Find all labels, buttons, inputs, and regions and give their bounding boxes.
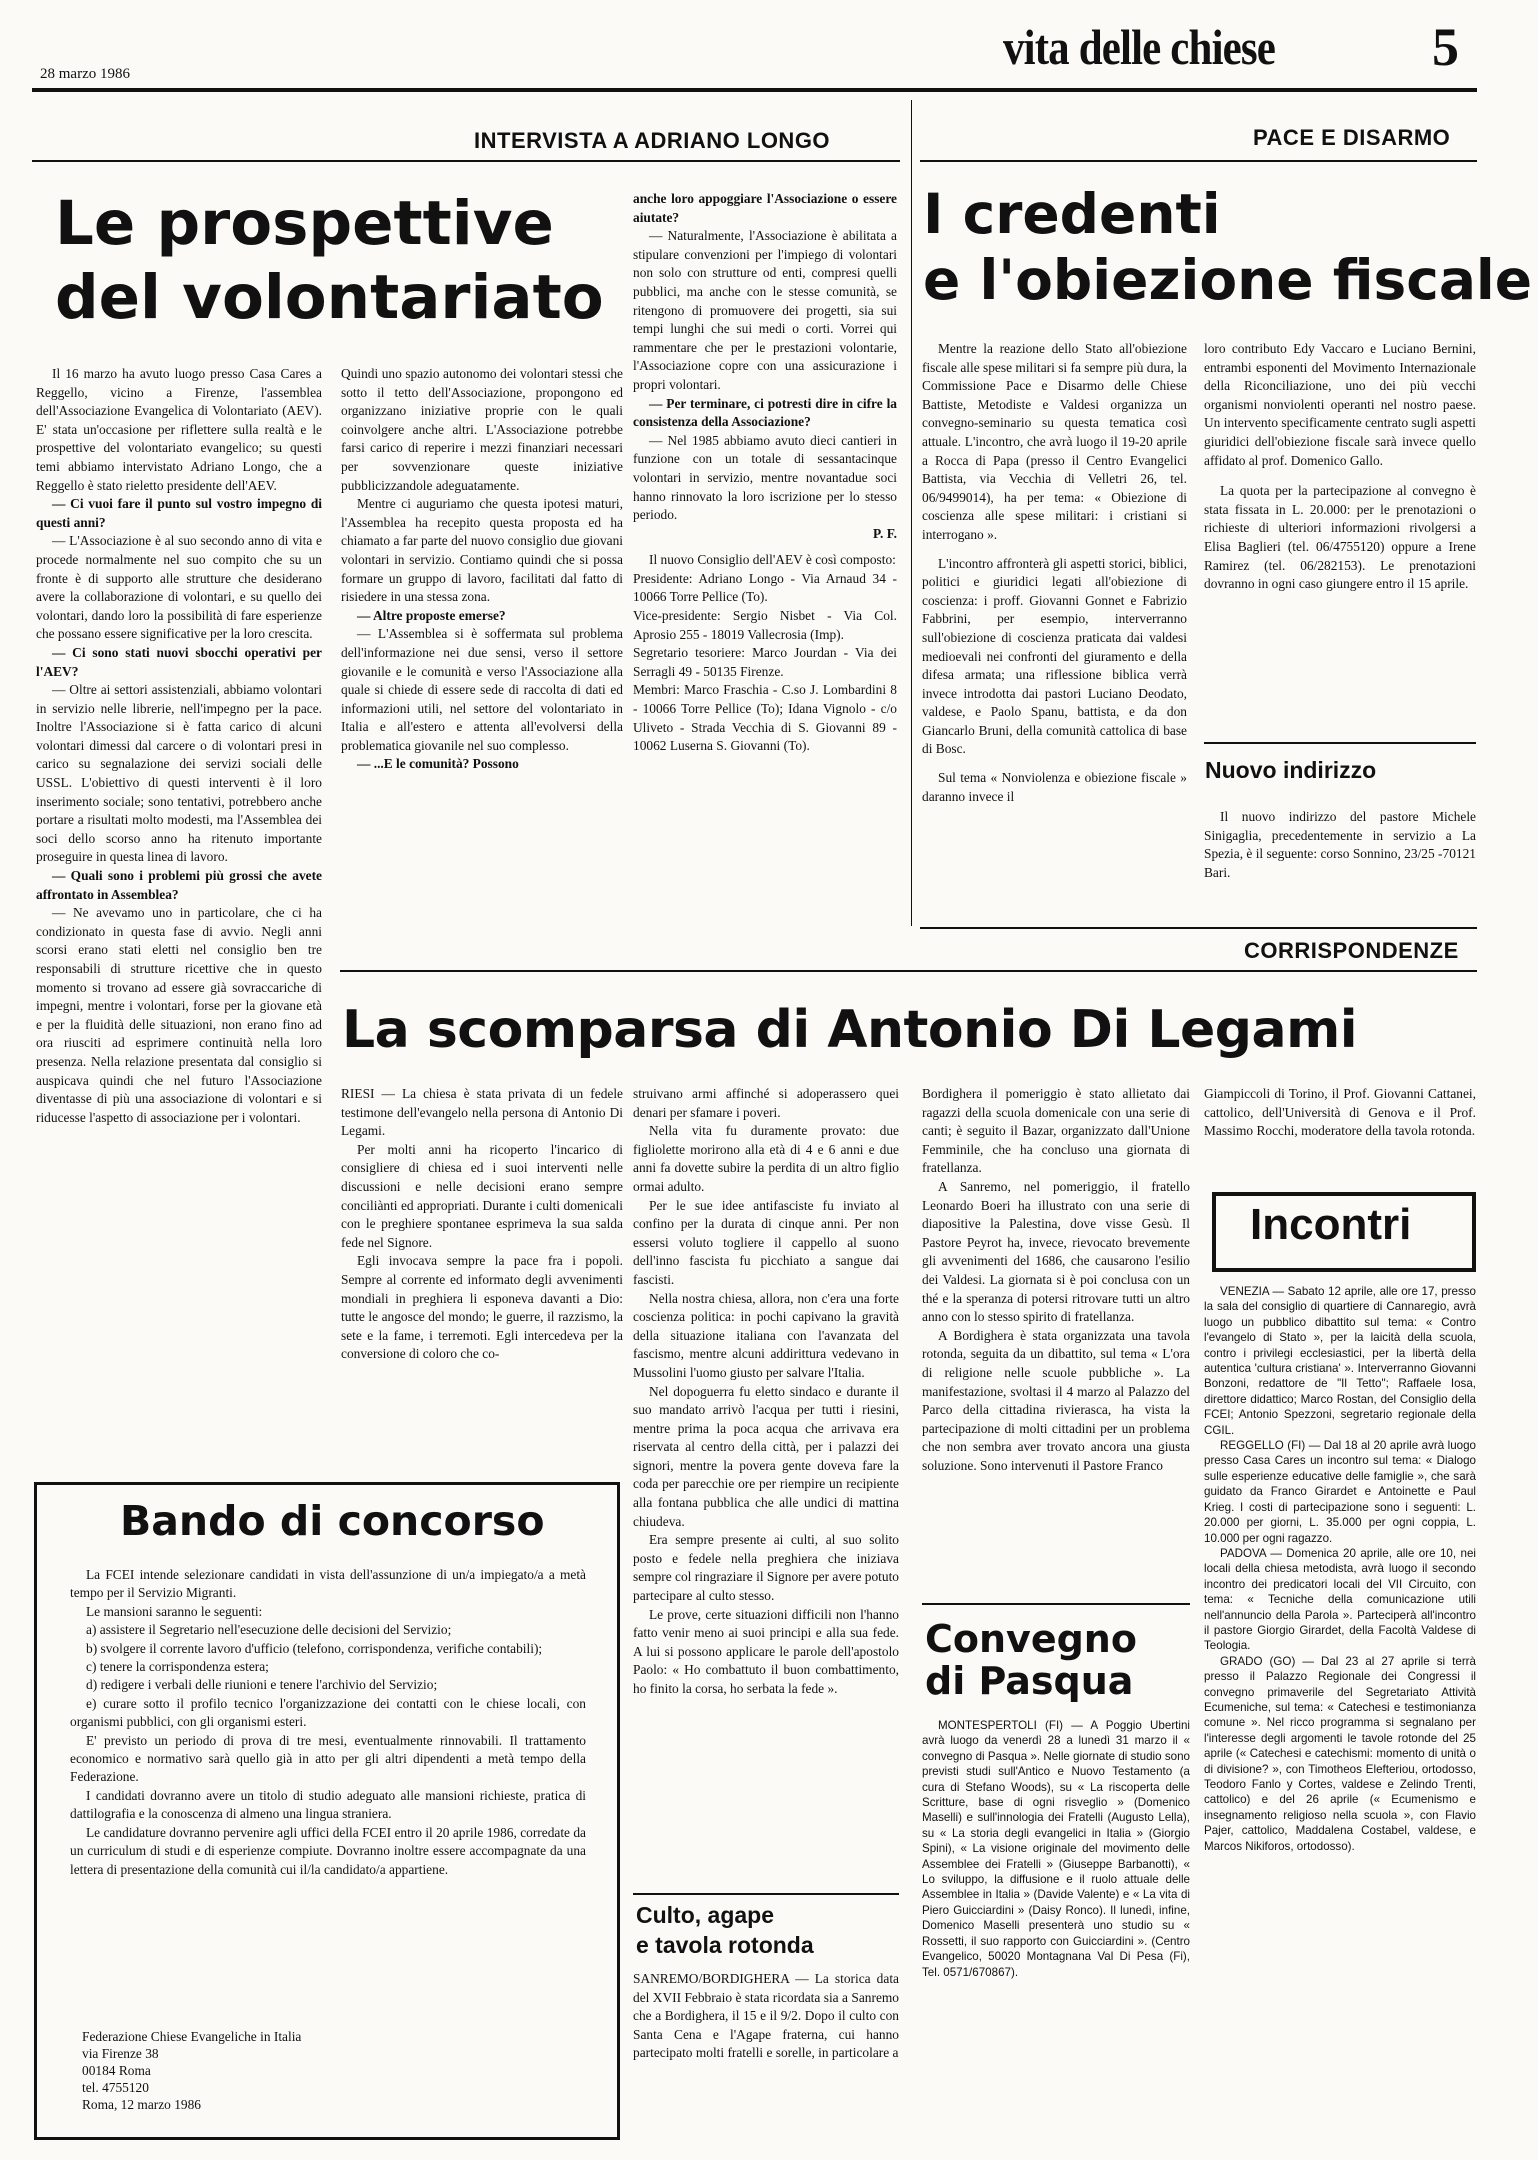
question: — Ci vuoi fare il punto sul vostro impegno di questi anni? [36,496,322,530]
address-line: tel. 4755120 [82,2080,149,2095]
culto-text [633,1970,899,2140]
paragraph: Mentre ci auguriamo che questa ipotesi maturi, l'Assemblea ha recepito questa proposta ed ha chiamato a far parte del nuovo consiglio due giovani volontari in servizio. Contiamo quindi che si possa formare un gruppo di lavoro, facilitati dal fatto di risiedere in una stessa zona. [341,496,623,605]
paragraph: Il 16 marzo ha avuto luogo presso Casa Cares a Reggello, vicino a Firenze, l'assemblea dell'Associazione Evangelica di Volontariato (AEV). E' stata un'occasione per riflettere sulla realtà e le prospettive del volontariato evangelico; su questi temi abbiamo intervistato Adriano Longo, che a Reggello è stato rieletto presidente dell'AEV. [36,366,322,493]
paragraph: Nella nostra chiesa, allora, non c'era una forte coscienza politica: in pochi capivano la gravità della situazione italiana con l'avanzata del fascismo, mentre alcuni addirittura vedevano in Mussolini l'uomo giusto per salvare l'Italia. [633,1290,899,1380]
headline-prospettive-2: del volontariato [55,262,604,333]
list-item: d) redigere i verbali delle riunioni e tenere l'archivio del Servizio; [86,1677,438,1693]
headline-credenti-2: e l'obiezione fiscale [923,248,1533,312]
paragraph: SANREMO/BORDIGHERA — La storica data del XVII Febbraio è stata ricordata sia a Sanremo che a Bordighera, il 15 e il 9/2. Dopo il culto con Santa Cena e l'Agape fraterna, cui hanno partecipato molti fratelli e sorelle, in particolare a [633,1971,899,2061]
corr-under-rule [340,970,1477,972]
paragraph: Era sempre presente ai culti, al suo solito posto e fedele nella preghiera che iniziava sempre col ringraziare il Signore per avere potuto partecipare al culto stesso. [633,1532,899,1604]
address-line: via Firenze 38 [82,2046,159,2061]
culto-title-2: e tavola rotonda [636,1932,814,1958]
list-item: e) curare sotto il profilo tecnico l'organizzazione dei contatti con le chiese locali, con organismi pubblici, con gli organismi esteri. [70,1695,586,1730]
bando-address [82,2028,562,2128]
paragraph: A Bordighera è stata organizzata una tavola rotonda, seguita da un dibattito, sul tema « L'ora di religione nelle scuole pubbliche ». La manifestazione, svoltasi il 4 marzo al Palazzo del Parco della cittadina rivierasca, ha vista la partecipazione di molti cittadini per un problema che non sembra aver trovato ancora una giusta soluzione. Sono intervenuti il Pastore Franco [922,1327,1190,1473]
intervista-column-2 [341,365,623,905]
question: — Per terminare, ci potresti dire in cifre la consistenza della Associazione? [633,395,897,430]
scomparsa-column-4 [1204,1085,1476,1185]
paragraph: Bordighera il pomeriggio è stato allietato dai ragazzi della scuola domenicale con una serie di canti; è seguito il Bazar, organizzato dall'Unione Femminile, che ha concluso una giornata di fratellanza. [922,1086,1190,1176]
page-number: 5 [1432,17,1459,77]
headline-scomparsa: La scomparsa di Antonio Di Legami [342,1000,1358,1060]
incontri-title: Incontri [1250,1200,1412,1249]
paragraph: Nella vita fu duramente provato: due figliolette morirono alla età di 4 e 6 anni e due anni fa dovette subire la perdita di un altro figlio ormai adulto. [633,1123,899,1194]
list-item: a) assistere il Segretario nell'esecuzione delle decisioni del Servizio; [86,1622,452,1638]
paragraph: Per le sue idee antifasciste fu inviato al confino per la durata di cinque anni. Per non essersi voluto togliere il cappello al suono dell'inno fascista fu picchiato a sangue dai fascisti. [633,1197,899,1287]
kicker-corrispondenze: CORRISPONDENZE [1244,938,1459,963]
paragraph: A Sanremo, nel pomeriggio, il fratello Leonardo Boeri ha illustrato con una serie di diapositive la Palestina, dove visse Gesù. Il Pastore Peyrot ha, invece, rievocato brevemente gli avvenimenti del 1686, che causarono l'esilio dei Valdesi. La giornata si è poi conclusa con un thé e la speranza di potersi ritrovare tutti un altro anno con lo stesso spirito di fratellanza. [922,1178,1190,1325]
paragraph: — Oltre ai settori assistenziali, abbiamo volontari in servizio nelle librerie, nell'impegno per la pace. Inoltre l'Associazione si è fatta carico di alcuni volontari dimessi dal carcere o di volontari presi in carico su segnalazione dei servizi sociali delle USSL. L'obiettivo di questi interventi è il loro inserimento sociale; sono tentativi, potrebbero anche portare a risultati molto modesti, ma l'Assemblea dei soci dello scorso anno ha ritenuto importante proseguire in questa linea di lavoro. [36,682,322,865]
kicker-rule-left [32,160,900,162]
indirizzo-title: Nuovo indirizzo [1205,757,1377,783]
council-member: Vice-presidente: Sergio Nisbet - Via Col. Aprosio 255 - 18019 Vallecrosia (Imp). [633,608,897,642]
address-line: 00184 Roma [82,2063,151,2078]
scomparsa-column-1 [341,1085,623,1485]
culto-rule [633,1893,899,1895]
council-member: Membri: Marco Fraschia - C.so J. Lombardini 8 - 10066 Torre Pellice (To); Idana Vignolo - c/o Uliveto - Strada Vecchia di S. Giovanni 89 - 10062 Luserna S. Giovanni (To). [633,682,897,754]
masthead-section-title: vita delle chiese [1003,19,1275,75]
paragraph: Sul tema « Nonviolenza e obiezione fiscale » daranno invece il [922,770,1187,804]
headline-prospettive-1: Le prospettive [55,188,554,259]
masthead-date: 28 marzo 1986 [40,66,130,82]
list-item: c) tenere la corrispondenza estera; [86,1659,269,1675]
kicker-pace-disarmo: PACE E DISARMO [1253,125,1451,150]
convegno-rule [922,1603,1190,1605]
kicker-intervista: INTERVISTA A ADRIANO LONGO [474,128,831,153]
question: — Ci sono stati nuovi sbocchi operativi per l'AEV? [36,644,322,679]
paragraph: Quindi uno spazio autonomo dei volontari stessi che sotto il tetto dell'Associazione, propongono ed organizzano iniziative proprie con le quali coinvolgere anche altri. L'Associazione potrebbe farsi carico di reperire i mezzi finanziari necessari per sovvenzionare queste iniziative pubblicizzandole adeguatamente. [341,366,623,493]
paragraph: E' previsto un periodo di prova di tre mesi, eventualmente rinnovabili. Il trattamento economico e normativo sarà quello già in atto per gli altri dipendenti a metà tempo della Federazione. [70,1732,586,1785]
convegno-title-2: di Pasqua [925,1659,1134,1703]
paragraph: Giampiccoli di Torino, il Prof. Giovanni Cattanei, cattolico, dell'Università di Genova e il Prof. Massimo Rocchi, moderatore della tavola rotonda. [1204,1086,1476,1139]
list-item: b) svolgere il corrente lavoro d'ufficio (telefono, corrispondenza, verifiche contabili); [86,1640,543,1656]
paragraph: REGGELLO (FI) — Dal 18 al 20 aprile avrà luogo presso Casa Cares un incontro sul tema: « Dialogo sulle esperienze educative delle famiglie », che sarà guidato da Franco Girardet e Antoinette e Paul Krieg. I costi di partecipazione sono i seguenti: L. 20.000 per giorni, L. 35.000 per ogni coppia, L. 10.000 per ogni ragazzo. [1204,1439,1476,1545]
question: — ...E le comunità? Possono [357,756,519,772]
corr-top-rule [920,927,1477,929]
paragraph: Nel dopoguerra fu eletto sindaco e durante il suo mandato arrivò l'acqua per tutti i riesini, mentre prima la poca acqua che arrivava era riservata al centro della città, per i palazzi dei signori, mentre la povera gente doveva fare la coda per parecchie ore per riempire un recipiente alla fontana pubblica che alle undici di mattina chiudeva. [633,1383,899,1529]
intervista-column-1 [36,365,322,1483]
paragraph: Per molti anni ha ricoperto l'incarico di consigliere di chiesa ed i suoi interventi nelle discussioni e nelle decisioni erano sempre conciliànti ed appropriati. Durante i culti domenicali con le preghiere spontanee esprimeva la sua salda fede nel Signore. [341,1141,623,1250]
kicker-rule-right [920,160,1477,162]
question: — Altre proposte emerse? [357,607,506,623]
paragraph: Le candidature dovranno pervenire agli uffici della FCEI entro il 20 aprile 1986, corredate da un curriculum di studi e di esperienze compiute. Dovranno inoltre essere accompagnate da una lettera di presentazione della comunità cui il/la candidato/a appartiene. [70,1824,586,1877]
paragraph: Il nuovo Consiglio dell'AEV è così composto: [649,552,896,568]
council-member: Segretario tesoriere: Marco Jourdan - Via dei Serragli 49 - 50135 Firenze. [633,645,897,679]
convegno-text [922,1718,1190,2138]
obiezione-column-2 [1204,340,1476,670]
paragraph: PADOVA — Domenica 20 aprile, alle ore 10, nei locali della chiesa metodista, avrà luogo il secondo incontro dei predicatori locali del VII Circuito, con tema: « Tecniche della comunicazione utili nell'annuncio della Parola ». Parteciperà all'incontro il pastore Giorgio Girardet, della Facoltà Valdese di Teologia. [1204,1546,1476,1653]
author-signature: P. F. [873,525,897,541]
address-line: Roma, 12 marzo 1986 [82,2097,202,2112]
paragraph: Le mansioni saranno le seguenti: [86,1603,263,1619]
paragraph: Il nuovo indirizzo del pastore Michele Sinigaglia, precedentemente in servizio a La Spezia, è il seguente: corso Sonnino, 23/25 -70121 Bari. [1204,809,1476,880]
indirizzo-rule [1204,742,1476,744]
paragraph: La quota per la partecipazione al convegno è stata fissata in L. 20.000: per le prenotazioni o richieste di ulteriori informazioni rivolgersi a Elisa Baglieri (tel. 06/4755120) oppure a Irene Ramirez (tel. 06/282153). Le prenotazioni dovranno in ogni caso giungere entro il 15 aprile. [1204,483,1476,592]
convegno-title-1: Convegno [925,1617,1137,1661]
address-line: Federazione Chiese Evangeliche in Italia [82,2029,302,2044]
bando-title: Bando di concorso [120,1497,545,1545]
council-member: Presidente: Adriano Longo - Via Arnaud 34 - 10066 Torre Pellice (To). [633,570,897,605]
paragraph: struivano armi affinché si adoperassero quei denari per sfamare i poveri. [633,1086,899,1120]
indirizzo-text [1204,808,1476,918]
question: anche loro appoggiare l'Associazione o essere aiutate? [633,191,897,225]
headline-credenti-1: I credenti [923,182,1221,246]
paragraph: VENEZIA — Sabato 12 aprile, alle ore 17, presso la sala del consiglio di quartiere di Cannaregio, avrà luogo un pubblico dibattito sul tema: « Contro l'evangelo di Stato », per la laicità della scuola, contro i privilegi ecclesiastici, per la libertà della autentica 'cultura cristiana' ». Interverranno Giovanni Bonzoni, redattore de "Il Tetto"; Raffaele Iosa, direttore didattico; Marco Rostan, del Consiglio della FCEI; Antonio Spezzoni, segretario regionale della CGIL. [1204,1285,1476,1437]
paragraph: I candidati dovranno avere un titolo di studio adeguato alle mansioni richieste, pratica di dattilografia e la conoscenza di almeno una lingua straniera. [70,1787,586,1822]
question: — Quali sono i problemi più grossi che avete affrontato in Assemblea? [36,868,322,902]
incontri-text [1204,1284,1476,2144]
paragraph: L'incontro affronterà gli aspetti storici, biblici, politici e giuridici legati all'obiezione di coscienza: i proff. Giovanni Gonnet e Fabrizio Fabbrini, per esempio, interverranno sull'obiezione di coscienza praticata dai valdesi medioevali nei confronti del giuramento e della difesa armata; una riflessione biblica verrà invece introdotta dai pastori Luciano Deodato, valdese, e Paolo Spanu, battista, e da don Giancarlo Bruni, della comunità cattolica di base di Bosc. [922,555,1187,757]
paragraph: RIESI — La chiesa è stata privata di un fedele testimone dell'evangelo nella persona di Antonio Di Legami. [341,1086,623,1139]
paragraph: Egli invocava sempre la pace fra i popoli. Sempre al corrente ed informato degli avvenimenti mondiali in preghiera li esponeva davanti a Dio: tutte le angosce del mondo; le guerre, il razzismo, la sete e la fame, i terremoti. Egli intercedeva per la conversione di coloro che co- [341,1253,623,1362]
culto-title-1: Culto, agape [636,1902,775,1928]
obiezione-column-1 [922,340,1187,920]
paragraph: Mentre la reazione dello Stato all'obiezione fiscale alle spese militari si fa sempre più dura, la Commissione Pace e Disarmo delle Chiese Battiste, Metodiste e Valdesi organizza un convegno-seminario su questa tematica così attuale. L'incontro, che avrà luogo il 19-20 aprile a Rocca di Papa (presso il Centro Evangelici Battista, via Vecchia di Velletri 26, tel. 06/9499014), ha per tema: « Obiezione di coscienza alle spese militari: i cristiani si interrogano ». [922,341,1187,542]
paragraph: — Naturalmente, l'Associazione è abilitata a stipulare convenzioni per l'impiego di volontari non solo con strutture od enti, compresi quelli pubblici, ma anche con le stesse comunità, se ritengono di promuovere dei progetti, sia sui tempi lunghi che sui medi o corti. Vorrei qui rammentare che per le prestazioni volontarie, l'Associazione copre con una assicurazione i propri volontari. [633,228,897,392]
paragraph: loro contributo Edy Vaccaro e Luciano Bernini, entrambi esponenti del Movimento Internazionale della Riconciliazione, uno dei più vecchi organismi nonviolenti operanti nel nostro paese. Un intervento specificamente centrato sugli aspetti giuridici dell'obiezione fiscale sarà invece quello affidato al prof. Domenico Gallo. [1204,341,1476,468]
masthead-rule [32,88,1477,92]
bando-text [70,1566,586,2066]
paragraph: — L'Assemblea si è soffermata sul problema dell'informazione nei due sensi, verso il settore giovanile e le comunità e verso l'Associazione alla quale si chiede di essere sede di raccolta di dati ed informazioni utili, nel settore del volontariato in Italia e all'estero e attenta all'evolversi della problematica giovanile nel suo complesso. [341,626,623,753]
paragraph: MONTESPERTOLI (FI) — A Poggio Ubertini avrà luogo da venerdì 28 a lunedì 31 marzo il « convegno di Pasqua ». Nelle giornate di studio sono previsti studi sull'Antico e Nuovo Testamento (a cura di Stefano Woods), su « La riscoperta delle Scritture, base di ogni risveglio » (Domenico Maselli) e sull'innologia dei Fratelli (Augusto Lella), su « La storia degli evangelici in Italia » (Giorgio Spini), « La visione originale del movimento delle Assemblee dei Fratelli » (Giuseppe Barbanotti), « Lo sviluppo, la diffusione e il ruolo attuale delle Assemblee in Italia » (Davide Valente) e « La vita di Piero Guicciardini » (Daisy Ronco). Il lunedì, infine, Domenico Maselli presenterà uno studio su « Rossetti, il suo rapporto con Guicciardini ». (Centro Evangelico, 50020 Montagnana Val Di Pesa (Fi), Tel. 0571/670867). [922,1719,1190,1979]
scomparsa-column-3 [922,1085,1190,1625]
paragraph: — Nel 1985 abbiamo avuto dieci cantieri in funzione con un totale di sessantacinque volontari in servizio, mentre novantadue soci hanno rinnovato la loro iscrizione per lo stesso periodo. [633,432,897,523]
scomparsa-column-2 [633,1085,899,1885]
column-divider [911,100,912,926]
paragraph: — L'Associazione è al suo secondo anno di vita e procede normalmente nel suo compito che su un fronte è di supporto alle strutture che desiderano avere la collaborazione di volontari, e su quello dei volontari, dando loro la possibilità di fare esperienze che possano essere significative per la loro crescita. [36,533,322,642]
paragraph: Le prove, certe situazioni difficili non l'hanno fatto venir meno ai suoi principi e alla sua fede. A lui si possono applicare le parole dell'apostolo Paolo: « Ho combattuto il buon combattimento, ho finito la corsa, ho serbata la fede ». [633,1606,899,1696]
paragraph: La FCEI intende selezionare candidati in vista dell'assunzione di un/a impiegato/a a metà tempo per il Servizio Migranti. [70,1567,586,1601]
intervista-column-3 [633,190,897,905]
paragraph: GRADO (GO) — Dal 23 al 27 aprile si terrà presso il Palazzo Regionale dei Congressi il convegno primaverile del Segretariato Attività Ecumeniche, sul tema: « Catechesi e testimonianza comune ». Nel ricco programma si segnalano per l'interesse degli argomenti le tavole rotonde del 25 aprile (« Catechesi e catechismi: momento di unità o di divisione? », con Timotheos Elefteriou, ortodosso, Teodoro Fanlo y Cortes, valdese e Zelindo Trenti, cattolico) e del 26 aprile (« Ecumenismo e insegnamento religioso nella scuola », con Flavio Pajer, cattolico, Maddalena Costabel, valdese, e Marcos Nikiforos, ortodosso). [1204,1654,1476,1853]
paragraph: — Ne avevamo uno in particolare, che ci ha condizionato in questa fase di avvio. Negli anni scorsi erano stati eletti nel consiglio ben tre responsabili di strutture ricettive che in questo momento si trovano ad essere già sovraccariche di impegni, mentre i volontari, forse per la giovane età e per la fluidità delle situazioni, non erano fino ad ora riusciti ad esprimere continuità nella loro presenza. Nella relazione presentata dal consiglio si auspicava quindi che nel futuro l'Associazione diventasse di più una associazione di volontari e si riducesse l'aspetto di associazione per i volontari. [36,905,322,1125]
